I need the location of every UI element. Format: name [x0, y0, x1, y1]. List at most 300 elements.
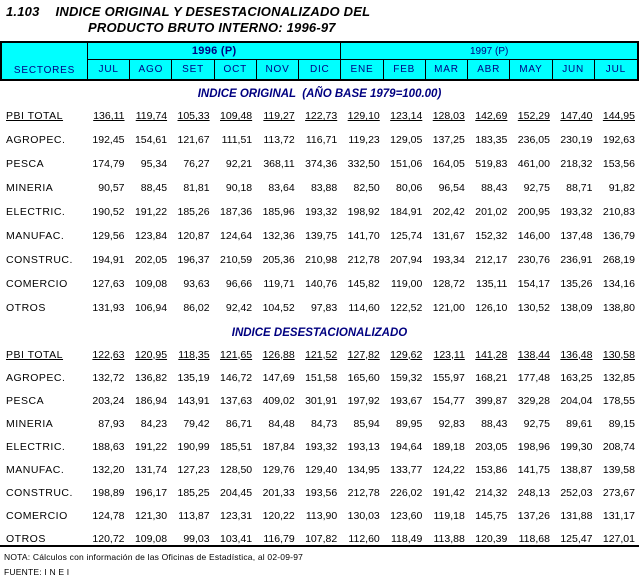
value-cell: 230,19	[560, 134, 593, 146]
value-cell: 187,36	[220, 206, 253, 218]
value-cell: 86,02	[183, 302, 210, 314]
value-cell: 92,21	[225, 158, 253, 170]
value-cell: 192,45	[92, 134, 125, 146]
value-cell: 81,81	[183, 182, 210, 194]
value-cell: 268,19	[602, 254, 635, 266]
value-cell: 133,77	[390, 463, 423, 476]
value-cell: 99,03	[183, 532, 210, 545]
month-header-dic: DIC	[299, 60, 341, 79]
value-cell: 135,11	[476, 278, 508, 290]
value-cell: 212,78	[347, 254, 380, 266]
title-line-1	[6, 4, 639, 20]
value-cell: 212,78	[347, 486, 380, 499]
sector-label: COMERCIO	[6, 509, 68, 522]
value-cell: 126,10	[475, 302, 508, 314]
value-cell: 198,89	[92, 486, 125, 499]
value-cell: 92,42	[225, 302, 253, 314]
value-cell: 145,82	[347, 278, 380, 290]
value-cell: 121,67	[177, 134, 210, 146]
table-row	[0, 504, 639, 527]
month-header-jul97: JUL	[605, 64, 626, 75]
value-cell: 214,32	[475, 486, 508, 499]
value-cell: 132,72	[92, 371, 125, 384]
value-cell: 84,48	[268, 417, 295, 430]
value-cell: 193,13	[347, 440, 380, 453]
table-row	[0, 272, 639, 296]
value-cell: 138,87	[560, 463, 593, 476]
value-cell: 135,26	[560, 278, 593, 290]
value-cell: 88,45	[140, 182, 168, 194]
value-cell: 155,97	[432, 371, 465, 384]
table-row	[0, 128, 639, 152]
value-cell: 168,21	[475, 371, 508, 384]
value-cell: 165,60	[347, 371, 380, 384]
value-cell: 90,18	[225, 182, 253, 194]
value-cell: 87,93	[98, 417, 125, 430]
value-cell: 154,17	[517, 278, 550, 290]
value-cell: 109,08	[134, 532, 168, 545]
value-cell: 519,83	[475, 158, 508, 170]
value-cell: 122,52	[390, 302, 423, 314]
value-cell: 120,22	[262, 509, 295, 522]
value-cell: 177,48	[517, 371, 550, 384]
footnote-fuente: FUENTE: I N E I	[4, 567, 70, 577]
value-cell: 118,49	[390, 532, 423, 545]
value-cell: 119,18	[433, 509, 465, 522]
value-cell: 204,04	[560, 394, 593, 407]
value-cell: 163,25	[560, 371, 593, 384]
value-cell: 153,86	[475, 463, 508, 476]
value-cell: 132,20	[92, 463, 125, 476]
value-cell: 103,41	[220, 532, 253, 545]
value-cell: 123,11	[433, 348, 465, 361]
value-cell: 248,13	[517, 486, 550, 499]
value-cell: 129,05	[390, 134, 423, 146]
value-cell: 127,01	[602, 532, 635, 545]
value-cell: 89,95	[396, 417, 423, 430]
value-cell: 194,64	[390, 440, 423, 453]
value-cell: 187,84	[262, 440, 295, 453]
value-cell: 204,45	[220, 486, 253, 499]
value-cell: 135,19	[177, 371, 210, 384]
value-cell: 96,66	[225, 278, 253, 290]
table-row	[0, 435, 639, 458]
sector-label: MANUFAC.	[6, 463, 65, 476]
value-cell: 236,91	[560, 254, 593, 266]
value-cell: 131,17	[602, 509, 635, 522]
value-cell: 185,96	[262, 206, 295, 218]
value-cell: 92,83	[438, 417, 465, 430]
value-cell: 131,88	[560, 509, 593, 522]
value-cell: 129,10	[347, 110, 380, 122]
section-rows-original	[0, 104, 639, 320]
value-cell: 329,28	[517, 394, 550, 407]
value-cell: 112,60	[348, 532, 380, 545]
value-cell: 193,32	[305, 440, 338, 453]
value-cell: 147,69	[262, 371, 295, 384]
value-cell: 106,94	[134, 302, 168, 314]
sector-label: AGROPEC.	[6, 134, 66, 146]
table-row	[0, 224, 639, 248]
value-cell: 131,74	[134, 463, 168, 476]
value-cell: 196,17	[134, 486, 168, 499]
sector-label: COMERCIO	[6, 278, 68, 290]
value-cell: 90,57	[98, 182, 125, 194]
value-cell: 368,11	[263, 158, 295, 170]
section-rows-desestacionalizado	[0, 343, 639, 550]
sector-label: CONSTRUC.	[6, 254, 73, 266]
value-cell: 203,24	[92, 394, 125, 407]
month-header-jul96: JUL	[88, 60, 130, 79]
value-cell: 137,26	[517, 509, 550, 522]
value-cell: 132,36	[262, 230, 295, 242]
value-cell: 226,02	[390, 486, 423, 499]
value-cell: 129,76	[262, 463, 295, 476]
value-cell: 120,39	[475, 532, 508, 545]
value-cell: 113,90	[305, 509, 338, 522]
value-cell: 92,75	[523, 417, 550, 430]
value-cell: 132,85	[602, 371, 635, 384]
value-cell: 129,56	[92, 230, 125, 242]
value-cell: 121,65	[220, 348, 253, 361]
value-cell: 201,33	[262, 486, 295, 499]
value-cell: 136,48	[560, 348, 593, 361]
value-cell: 122,63	[92, 348, 125, 361]
value-cell: 138,80	[602, 302, 635, 314]
value-cell: 139,75	[305, 230, 338, 242]
value-cell: 128,03	[432, 110, 465, 122]
sector-label: PBI TOTAL	[6, 110, 64, 122]
value-cell: 252,03	[560, 486, 593, 499]
value-cell: 113,88	[433, 532, 465, 545]
value-cell: 93,63	[183, 278, 210, 290]
value-cell: 138,44	[517, 348, 550, 361]
value-cell: 191,42	[432, 486, 465, 499]
value-cell: 151,06	[390, 158, 423, 170]
table-row	[0, 176, 639, 200]
value-cell: 137,25	[432, 134, 465, 146]
value-cell: 193,34	[432, 254, 465, 266]
value-cell: 124,64	[220, 230, 253, 242]
value-cell: 205,36	[262, 254, 295, 266]
month-header-ene: ENE	[341, 60, 383, 79]
table-row	[0, 104, 639, 128]
value-cell: 128,50	[220, 463, 253, 476]
value-cell: 118,35	[178, 348, 210, 361]
title-text-1: INDICE ORIGINAL Y DESESTACIONALIZADO DEL	[55, 4, 371, 19]
value-cell: 236,05	[517, 134, 550, 146]
value-cell: 123,31	[220, 509, 253, 522]
value-cell: 83,64	[268, 182, 295, 194]
value-cell: 109,08	[134, 278, 168, 290]
value-cell: 119,00	[390, 278, 423, 290]
value-cell: 191,22	[134, 206, 168, 218]
value-cell: 399,87	[475, 394, 508, 407]
value-cell: 119,23	[348, 134, 380, 146]
value-cell: 198,96	[517, 440, 550, 453]
value-cell: 76,27	[183, 158, 210, 170]
value-cell: 91,82	[608, 182, 635, 194]
table-row	[0, 481, 639, 504]
sector-label: OTROS	[6, 532, 46, 545]
value-cell: 120,87	[177, 230, 210, 242]
sector-label: MINERIA	[6, 182, 54, 194]
month-header-mar: MAR	[426, 60, 468, 79]
value-cell: 104,52	[262, 302, 295, 314]
value-cell: 123,14	[390, 110, 423, 122]
value-cell: 151,58	[305, 371, 338, 384]
value-cell: 119,27	[263, 110, 295, 122]
value-cell: 159,32	[390, 371, 423, 384]
value-cell: 198,92	[347, 206, 380, 218]
value-cell: 131,67	[432, 230, 465, 242]
value-cell: 193,32	[560, 206, 593, 218]
sector-label: ELECTRIC.	[6, 206, 66, 218]
month-header-nov: NOV	[257, 60, 299, 79]
value-cell: 185,26	[177, 206, 210, 218]
value-cell: 124,78	[92, 509, 125, 522]
table-row	[0, 152, 639, 176]
value-cell: 141,75	[517, 463, 550, 476]
value-cell: 105,33	[177, 110, 210, 122]
sector-label: PESCA	[6, 394, 45, 407]
value-cell: 137,63	[220, 394, 253, 407]
title-line-2: PRODUCTO BRUTO INTERNO: 1996-97	[88, 20, 336, 35]
table-header	[0, 41, 639, 81]
value-cell: 139,58	[602, 463, 635, 476]
value-cell: 188,63	[92, 440, 125, 453]
value-cell: 144,95	[602, 110, 635, 122]
value-cell: 152,29	[517, 110, 550, 122]
month-header-feb: FEB	[384, 60, 426, 79]
value-cell: 113,72	[263, 134, 295, 146]
value-cell: 143,91	[177, 394, 210, 407]
sector-label: AGROPEC.	[6, 371, 66, 384]
value-cell: 164,05	[432, 158, 465, 170]
report-title	[0, 0, 639, 36]
value-cell: 194,91	[92, 254, 125, 266]
value-cell: 136,79	[602, 230, 635, 242]
value-cell: 230,76	[517, 254, 550, 266]
value-cell: 183,35	[475, 134, 508, 146]
value-cell: 152,32	[475, 230, 508, 242]
value-cell: 83,88	[310, 182, 338, 194]
year-group-1997: 1997 (P)	[341, 43, 637, 60]
section-indice-desestacionalizado	[0, 327, 639, 550]
value-cell: 120,95	[134, 348, 168, 361]
value-cell: 134,16	[602, 278, 635, 290]
value-cell: 129,62	[390, 348, 423, 361]
value-cell: 210,98	[305, 254, 338, 266]
value-cell: 84,73	[310, 417, 338, 430]
table-row	[0, 412, 639, 435]
month-header-set: SET	[172, 60, 214, 79]
value-cell: 111,51	[221, 134, 253, 146]
value-cell: 193,67	[390, 394, 423, 407]
month-header-abr: ABR	[468, 60, 510, 79]
table-row	[0, 296, 639, 320]
value-cell: 130,03	[347, 509, 380, 522]
value-cell: 374,36	[305, 158, 338, 170]
section-title-desestacionalizado: INDICE DESESTACIONALIZADO	[231, 327, 408, 339]
value-cell: 125,74	[390, 230, 423, 242]
value-cell: 202,42	[432, 206, 465, 218]
value-cell: 127,63	[92, 278, 125, 290]
sector-label: PESCA	[6, 158, 45, 170]
value-cell: 147,40	[560, 110, 593, 122]
sector-label: OTROS	[6, 302, 46, 314]
value-cell: 190,52	[92, 206, 125, 218]
value-cell: 145,75	[475, 509, 508, 522]
value-cell: 88,43	[481, 417, 508, 430]
value-cell: 134,95	[347, 463, 380, 476]
value-cell: 123,60	[390, 509, 423, 522]
value-cell: 107,82	[305, 532, 338, 545]
footer	[0, 545, 639, 586]
value-cell: 123,84	[134, 230, 168, 242]
value-cell: 191,22	[134, 440, 168, 453]
value-cell: 153,56	[602, 158, 635, 170]
value-cell: 142,69	[475, 110, 508, 122]
value-cell: 186,94	[134, 394, 168, 407]
value-cell: 130,52	[517, 302, 550, 314]
value-cell: 119,71	[263, 278, 295, 290]
value-cell: 184,91	[390, 206, 423, 218]
value-cell: 116,79	[263, 532, 295, 545]
value-cell: 137,48	[560, 230, 593, 242]
value-cell: 121,00	[432, 302, 465, 314]
value-cell: 210,59	[220, 254, 253, 266]
value-cell: 193,56	[305, 486, 338, 499]
value-cell: 124,22	[432, 463, 465, 476]
value-cell: 131,93	[92, 302, 125, 314]
value-cell: 208,74	[602, 440, 635, 453]
value-cell: 120,72	[92, 532, 125, 545]
value-cell: 301,91	[305, 394, 338, 407]
year-group-1996: 1996 (P)	[88, 43, 341, 60]
value-cell: 189,18	[432, 440, 465, 453]
value-cell: 86,71	[225, 417, 253, 430]
table-row	[0, 200, 639, 224]
value-cell: 88,43	[481, 182, 508, 194]
value-cell: 121,30	[134, 509, 168, 522]
value-cell: 218,32	[560, 158, 593, 170]
value-cell: 146,72	[220, 371, 253, 384]
value-cell: 84,23	[140, 417, 168, 430]
value-cell: 82,50	[353, 182, 380, 194]
value-cell: 178,55	[602, 394, 635, 407]
value-cell: 461,00	[517, 158, 550, 170]
table-row	[0, 248, 639, 272]
table-row	[0, 343, 639, 366]
table-row	[0, 458, 639, 481]
value-cell: 200,95	[517, 206, 550, 218]
sector-label: CONSTRUC.	[6, 486, 73, 499]
value-cell: 109,48	[220, 110, 253, 122]
value-cell: 113,87	[178, 509, 210, 522]
value-cell: 114,60	[348, 302, 380, 314]
sector-label: ELECTRIC.	[6, 440, 66, 453]
value-cell: 199,30	[560, 440, 593, 453]
value-cell: 122,73	[305, 110, 338, 122]
month-header-oct: OCT	[215, 60, 257, 79]
value-cell: 154,61	[134, 134, 168, 146]
value-cell: 138,09	[560, 302, 593, 314]
value-cell: 116,71	[305, 134, 338, 146]
value-cell: 197,92	[347, 394, 380, 407]
value-cell: 89,61	[566, 417, 593, 430]
value-cell: 79,42	[183, 417, 210, 430]
month-header-ago: AGO	[130, 60, 172, 79]
value-cell: 332,50	[347, 158, 380, 170]
sector-label: PBI TOTAL	[6, 348, 64, 361]
value-cell: 119,74	[135, 110, 168, 122]
section-title-original: INDICE ORIGINAL (AÑO BASE 1979=100.00)	[197, 88, 442, 100]
value-cell: 130,58	[602, 348, 635, 361]
value-cell: 136,11	[93, 110, 125, 122]
month-header-jun: JUN	[553, 60, 595, 79]
table-row	[0, 366, 639, 389]
value-cell: 92,75	[523, 182, 550, 194]
value-cell: 125,47	[560, 532, 593, 545]
value-cell: 129,40	[305, 463, 338, 476]
value-cell: 193,32	[305, 206, 338, 218]
value-cell: 210,83	[602, 206, 635, 218]
value-cell: 85,94	[353, 417, 380, 430]
value-cell: 126,88	[262, 348, 295, 361]
value-cell: 121,52	[305, 348, 338, 361]
value-cell: 190,99	[177, 440, 210, 453]
value-cell: 127,82	[347, 348, 380, 361]
value-cell: 146,00	[517, 230, 550, 242]
value-cell: 127,23	[177, 463, 210, 476]
value-cell: 409,02	[262, 394, 295, 407]
value-cell: 118,68	[518, 532, 550, 545]
table-row	[0, 389, 639, 412]
section-indice-original	[0, 88, 639, 320]
value-cell: 202,05	[134, 254, 168, 266]
value-cell: 185,51	[220, 440, 253, 453]
value-cell: 192,63	[602, 134, 635, 146]
month-header-may: MAY	[510, 60, 552, 79]
value-cell: 154,77	[432, 394, 465, 407]
value-cell: 207,94	[390, 254, 423, 266]
value-cell: 96,54	[438, 182, 465, 194]
value-cell: 80,06	[396, 182, 423, 194]
table-number: 1.103	[6, 4, 40, 19]
value-cell: 140,76	[305, 278, 338, 290]
value-cell: 89,15	[608, 417, 635, 430]
value-cell: 128,72	[432, 278, 465, 290]
value-cell: 141,70	[347, 230, 380, 242]
value-cell: 203,05	[475, 440, 508, 453]
value-cell: 273,67	[602, 486, 635, 499]
value-cell: 97,83	[310, 302, 338, 314]
value-cell: 196,37	[177, 254, 210, 266]
value-cell: 141,28	[475, 348, 508, 361]
value-cell: 212,17	[475, 254, 508, 266]
value-cell: 88,71	[566, 182, 593, 194]
sector-label: MINERIA	[6, 417, 54, 430]
value-cell: 174,79	[92, 158, 125, 170]
value-cell: 136,82	[134, 371, 168, 384]
footnote-nota: NOTA: Cálculos con información de las Oficinas de Estadística, al 02-09-97	[4, 552, 304, 562]
value-cell: 95,34	[140, 158, 168, 170]
sector-label: MANUFAC.	[6, 230, 65, 242]
sectores-header-cell: SECTORES	[2, 43, 88, 79]
value-cell: 185,25	[177, 486, 210, 499]
value-cell: 201,02	[475, 206, 508, 218]
